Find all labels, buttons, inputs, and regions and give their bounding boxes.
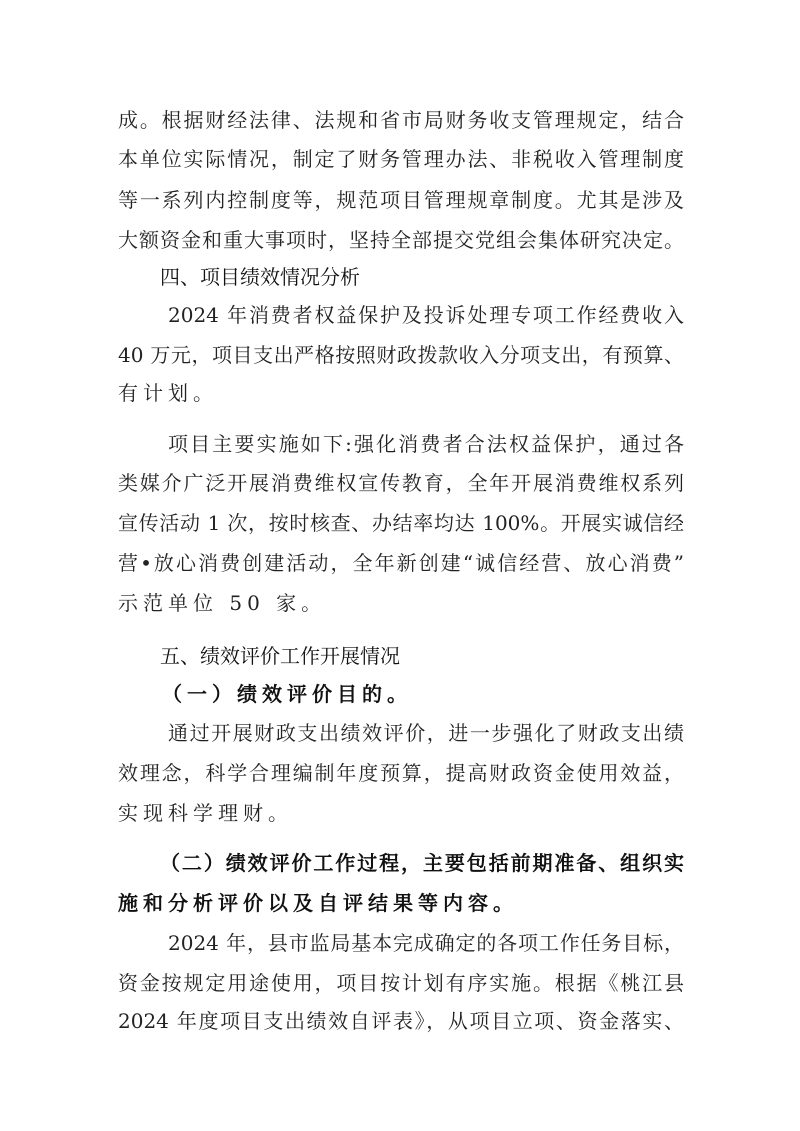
body-text-line: 等一系列内控制度等，规范项目管理规章制度。尤其是涉及 xyxy=(118,188,684,212)
body-text-line: 宣传活动 1 次，按时核查、办结率均达 100%。开展实诚信经 xyxy=(118,511,684,535)
subsection-heading-1: （一）绩效评价目的。 xyxy=(162,682,412,706)
subsection-heading-2: （二）绩效评价工作过程，主要包括前期准备、组织实 xyxy=(160,851,684,875)
body-text-line: 示范单位 50 家。 xyxy=(118,591,327,615)
subsection-heading-2-cont: 施和分析评价以及自评结果等内容。 xyxy=(118,891,518,915)
body-text-line: 效理念，科学合理编制年度预算，提高财政资金使用效益， xyxy=(118,761,684,785)
body-text-line: 2024 年度项目支出绩效自评表》，从项目立项、资金落实、 xyxy=(118,1009,684,1033)
body-text-line: 实现科学理财。 xyxy=(118,801,293,825)
body-text-line: 类媒介广泛开展消费维权宣传教育，全年开展消费维权系列 xyxy=(118,471,684,495)
body-text-line: 有计划。 xyxy=(118,381,218,405)
section-heading-4: 四、项目绩效情况分析 xyxy=(160,265,360,289)
body-text-line: 营•放心消费创建活动，全年新创建“诚信经营、放心消费” xyxy=(118,551,684,575)
body-text-line: 成。根据财经法律、法规和省市局财务收支管理规定，结合 xyxy=(118,108,684,132)
body-text-line: 40 万元，项目支出严格按照财政拨款收入分项支出，有预算、 xyxy=(118,343,684,367)
body-text-line: 资金按规定用途使用，项目按计划有序实施。根据《桃江县 xyxy=(118,971,684,995)
body-text-line: 项目主要实施如下:强化消费者合法权益保护，通过各 xyxy=(168,432,684,456)
body-text-line: 2024 年，县市监局基本完成确定的各项工作任务目标， xyxy=(168,931,684,955)
body-text-line: 大额资金和重大事项时，坚持全部提交党组会集体研究决定。 xyxy=(118,228,684,252)
section-heading-5: 五、绩效评价工作开展情况 xyxy=(160,644,400,668)
body-text-line: 本单位实际情况，制定了财务管理办法、非税收入管理制度 xyxy=(118,147,684,171)
body-text-line: 通过开展财政支出绩效评价，进一步强化了财政支出绩 xyxy=(168,721,684,745)
body-text-line: 2024 年消费者权益保护及投诉处理专项工作经费收入 xyxy=(168,303,684,327)
